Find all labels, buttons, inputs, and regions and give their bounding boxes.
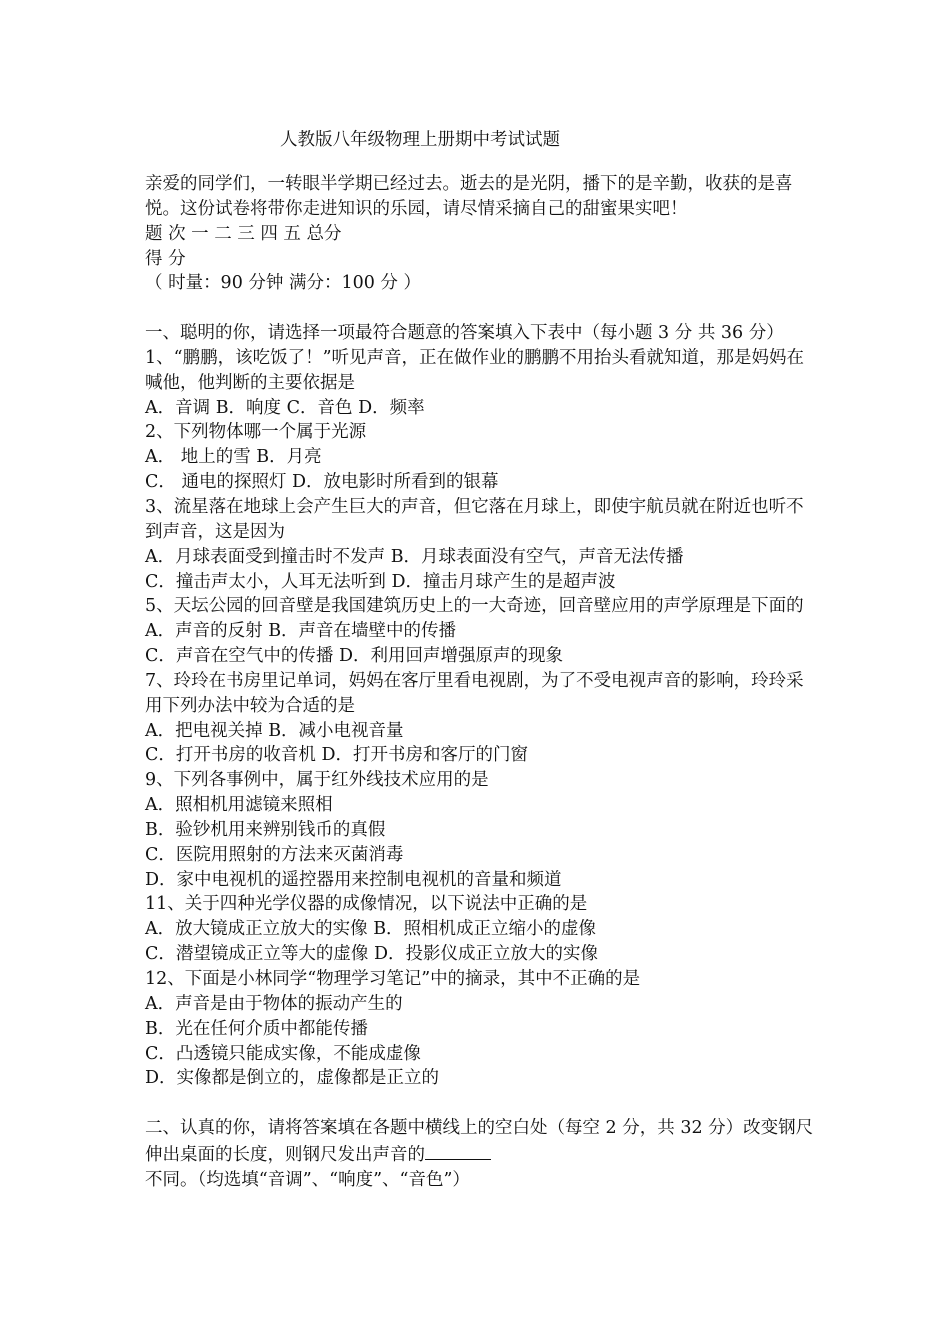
section-2-line: 不同。（均选填“音调”、“响度”、“音色”） <box>145 1169 470 1190</box>
question-option-line: A．声音的反射 B．声音在墙壁中的传播 <box>145 621 457 642</box>
question-option-line: A．放大镜成正立放大的实像 B．照相机成正立缩小的虚像 <box>145 919 597 940</box>
question-stem: 2、下列物体哪一个属于光源 <box>145 422 367 443</box>
section-2-heading <box>145 1116 815 1168</box>
question-option-line: C． 通电的探照灯 D．放电影时所看到的银幕 <box>145 472 499 493</box>
question-option-line: B．光在任何介质中都能传播 <box>145 1018 368 1039</box>
question-option-line: D．实像都是倒立的，虚像都是正立的 <box>145 1068 440 1089</box>
section-1-heading: 一、聪明的你，请选择一项最符合题意的答案填入下表中（每小题 3 分 共 36 分） <box>145 323 784 344</box>
question-option-line: A．音调 B．响度 C．音色 D．频率 <box>145 397 425 418</box>
section-2-text: 二、认真的你，请将答案填在各题中横线上的空白处（每空 2 分，共 32 分）改变钢尺伸出桌面的长度，则钢尺发出声音的 <box>145 1118 814 1165</box>
question-option-line: C．凸透镜只能成实像，不能成虚像 <box>145 1043 421 1064</box>
question-option-line: A．声音是由于物体的振动产生的 <box>145 993 403 1014</box>
score-table-row: 得 分 <box>145 248 186 269</box>
question-stem: 11、关于四种光学仪器的成像情况，以下说法中正确的是 <box>145 894 588 915</box>
question-list <box>145 346 815 1091</box>
time-info: （ 时量：90 分钟 满分：100 分 ） <box>145 273 421 294</box>
question-option-line: D．家中电视机的遥控器用来控制电视机的音量和频道 <box>145 869 562 890</box>
question-stem: 5、天坛公园的回音壁是我国建筑历史上的一大奇迹，回音壁应用的声学原理是下面的 <box>145 596 804 617</box>
spacer <box>145 296 815 321</box>
intro-paragraph: 亲爱的同学们，一转眼半学期已经过去。逝去的是光阴，播下的是辛勤，收获的是喜悦。这份试卷将带你走进知识的乐园，请尽情采摘自己的甜蜜果实吧！ <box>145 174 793 219</box>
question-stem: 1、“鹏鹏，该吃饭了！”听见声音，正在做作业的鹏鹏不用抬头看就知道，那是妈妈在喊他，他判断的主要依据是 <box>145 347 805 393</box>
question-stem: 3、流星落在地球上会产生巨大的声音，但它落在月球上，即使宇航员就在附近也听不到声音，这是因为 <box>145 496 804 542</box>
spacer <box>145 1091 815 1116</box>
document-body <box>145 172 815 1193</box>
question-option-line: C．声音在空气中的传播 D．利用回声增强原声的现象 <box>145 646 563 667</box>
question-option-line: C．潜望镜成正立等大的虚像 D．投影仪成正立放大的实像 <box>145 944 598 965</box>
question-stem: 9、下列各事例中，属于红外线技术应用的是 <box>145 770 489 791</box>
question-option-line: A．照相机用滤镜来照相 <box>145 795 333 816</box>
question-option-line: C．撞击声太小，人耳无法听到 D．撞击月球产生的是超声波 <box>145 571 616 592</box>
score-table-header: 题 次 一 二 三 四 五 总分 <box>145 223 342 244</box>
question-option-line: C．医院用照射的方法来灭菌消毒 <box>145 844 404 865</box>
question-option-line: B．验钞机用来辨别钱币的真假 <box>145 819 386 840</box>
question-stem: 7、玲玲在书房里记单词，妈妈在客厅里看电视剧，为了不受电视声音的影响，玲玲采用下列办法中较为合适的是 <box>145 670 804 716</box>
answer-blank[interactable] <box>425 1141 491 1160</box>
question-stem: 12、下面是小林同学“物理学习笔记”中的摘录，其中不正确的是 <box>145 969 641 989</box>
question-option-line: A． 地上的雪 B．月亮 <box>145 447 322 468</box>
question-option-line: A．把电视关掉 B．减小电视音量 <box>145 720 404 741</box>
page-title: 人教版八年级物理上册期中考试试题 <box>280 130 560 150</box>
question-option-line: C．打开书房的收音机 D．打开书房和客厅的门窗 <box>145 745 528 766</box>
question-option-line: A．月球表面受到撞击时不发声 B．月球表面没有空气，声音无法传播 <box>145 546 684 567</box>
